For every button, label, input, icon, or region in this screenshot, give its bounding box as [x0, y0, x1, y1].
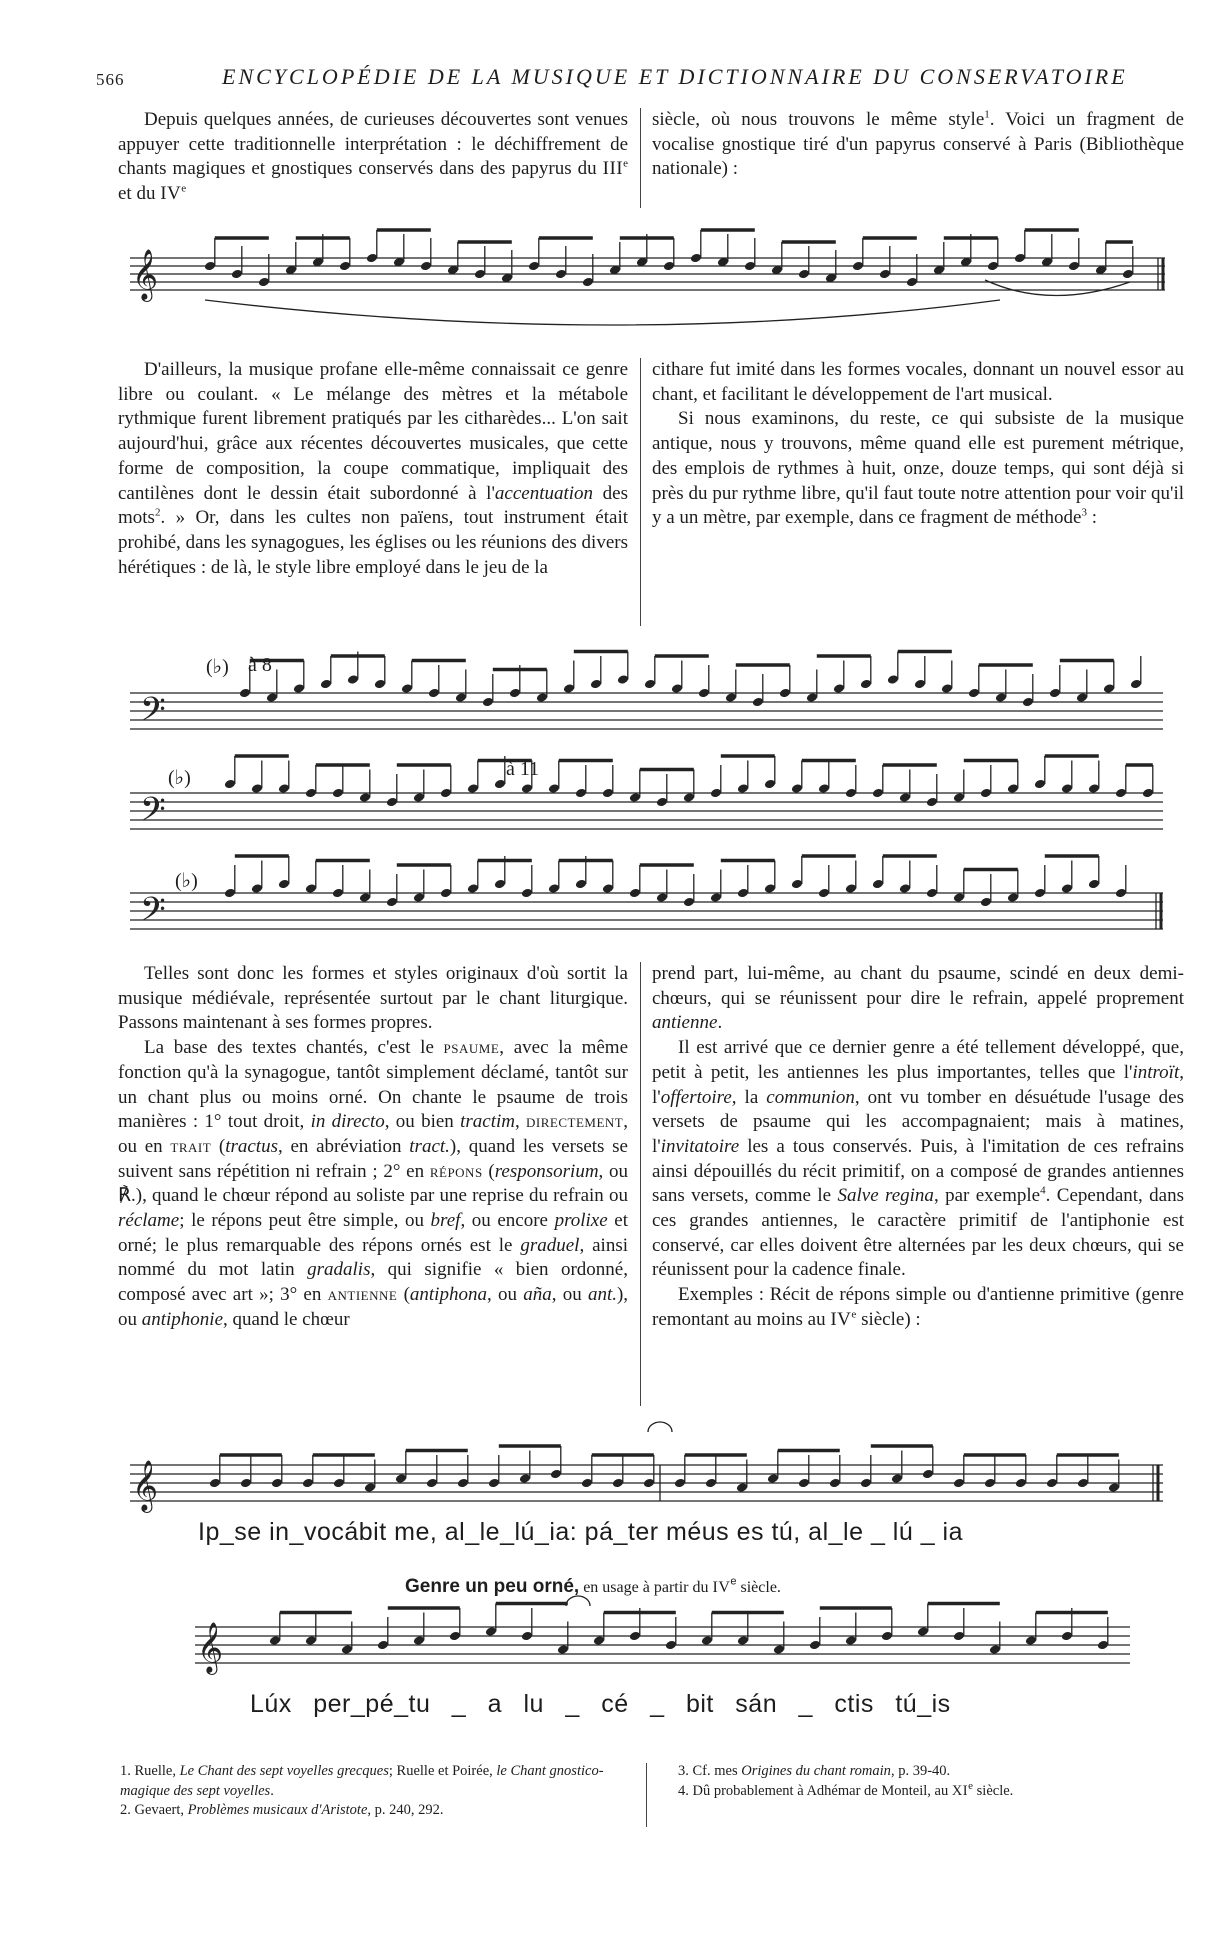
- note-head: [447, 265, 459, 276]
- note-head: [1061, 883, 1073, 894]
- note-head: [953, 1631, 965, 1642]
- note-head: [941, 683, 953, 694]
- note-head: [359, 792, 371, 803]
- note-head: [467, 783, 479, 794]
- note-head: [926, 797, 938, 808]
- note-head: [829, 1478, 841, 1489]
- note-head: [1014, 253, 1026, 264]
- note-head: [1095, 265, 1107, 276]
- note-head: [347, 674, 359, 685]
- note-head: [960, 257, 972, 268]
- note-head: [1046, 1478, 1058, 1489]
- note-head: [401, 683, 413, 694]
- note-head: [413, 892, 425, 903]
- note-head: [467, 883, 479, 894]
- note-head: [231, 269, 243, 280]
- meter-label-11: à 11: [506, 758, 540, 780]
- note-head: [509, 688, 521, 699]
- note-head: [602, 788, 614, 799]
- note-head: [305, 883, 317, 894]
- svg-text:𝄞: 𝄞: [132, 1460, 159, 1511]
- note-head: [612, 1478, 624, 1489]
- note-head: [798, 1478, 810, 1489]
- note-head: [891, 1473, 903, 1484]
- note-head: [1077, 1478, 1089, 1489]
- note-head: [1122, 269, 1134, 280]
- note-head: [1025, 1635, 1037, 1646]
- note-head: [710, 892, 722, 903]
- note-head: [1061, 783, 1073, 794]
- note-head: [872, 879, 884, 890]
- note-head: [791, 783, 803, 794]
- note-head: [806, 692, 818, 703]
- note-head: [671, 683, 683, 694]
- note-head: [386, 897, 398, 908]
- note-head: [629, 1631, 641, 1642]
- note-head: [341, 1644, 353, 1655]
- note-head: [366, 253, 378, 264]
- note-head: [644, 679, 656, 690]
- note-head: [860, 679, 872, 690]
- note-head: [674, 1478, 686, 1489]
- note-head: [548, 783, 560, 794]
- note-head: [519, 1473, 531, 1484]
- note-head: [643, 1478, 655, 1489]
- note-head: [305, 788, 317, 799]
- note-head: [581, 1478, 593, 1489]
- note-head: [899, 883, 911, 894]
- note-head: [705, 1478, 717, 1489]
- note-head: [494, 779, 506, 790]
- note-head: [278, 879, 290, 890]
- note-head: [269, 1635, 281, 1646]
- note-head: [386, 797, 398, 808]
- flat-label: (♭): [175, 870, 198, 892]
- footnotes-left: 1. Ruelle, Le Chant des sept voyelles grecques; Ruelle et Poirée, le Chant gnostico-magique des sept voyelles. 2. Gevaert, Problèmes musicaux d'Aristote, p. 240, 292.: [120, 1763, 604, 1818]
- note-head: [881, 1631, 893, 1642]
- note-head: [536, 692, 548, 703]
- note-head: [1015, 1478, 1027, 1489]
- note-head: [278, 783, 290, 794]
- note-head: [521, 888, 533, 899]
- note-head: [528, 261, 540, 272]
- note-head: [374, 679, 386, 690]
- note-head: [825, 273, 837, 284]
- column-divider: [640, 108, 641, 208]
- note-head: [575, 788, 587, 799]
- note-head: [320, 679, 332, 690]
- note-head: [575, 879, 587, 890]
- note-head: [1088, 879, 1100, 890]
- note-head: [428, 688, 440, 699]
- note-head: [393, 257, 405, 268]
- note-head: [485, 1626, 497, 1637]
- note-head: [1097, 1640, 1109, 1651]
- note-head: [1007, 783, 1019, 794]
- note-head: [736, 1482, 748, 1493]
- note-head: [683, 897, 695, 908]
- note-head: [771, 265, 783, 276]
- note-head: [602, 883, 614, 894]
- note-head: [501, 273, 513, 284]
- note-head: [717, 257, 729, 268]
- note-head: [617, 674, 629, 685]
- note-head: [879, 269, 891, 280]
- page-number: 566: [96, 70, 125, 89]
- note-head: [1142, 788, 1154, 799]
- note-head: [285, 265, 297, 276]
- note-head: [809, 1640, 821, 1651]
- meter-label-8: à 8: [248, 654, 272, 676]
- note-head: [995, 692, 1007, 703]
- note-head: [548, 883, 560, 894]
- note-head: [629, 792, 641, 803]
- note-head: [251, 883, 263, 894]
- note-head: [550, 1469, 562, 1480]
- note-head: [332, 788, 344, 799]
- svg-text:𝄞: 𝄞: [132, 249, 159, 300]
- note-head: [818, 783, 830, 794]
- note-head: [917, 1626, 929, 1637]
- note-head: [737, 783, 749, 794]
- note-head: [377, 1640, 389, 1651]
- note-head: [521, 783, 533, 794]
- note-head: [980, 897, 992, 908]
- note-head: [333, 1478, 345, 1489]
- note-head: [968, 688, 980, 699]
- note-head: [457, 1478, 469, 1489]
- note-head: [420, 261, 432, 272]
- note-head: [413, 1635, 425, 1646]
- note-head: [563, 683, 575, 694]
- note-head: [791, 879, 803, 890]
- note-head: [629, 888, 641, 899]
- note-head: [364, 1482, 376, 1493]
- note-head: [271, 1478, 283, 1489]
- note-head: [293, 683, 305, 694]
- genre-caption: Genre un peu orné, en usage à partir du IVe siècle.: [405, 1575, 781, 1597]
- note-head: [1108, 1482, 1120, 1493]
- note-head: [845, 883, 857, 894]
- note-head: [1034, 888, 1046, 899]
- note-head: [440, 888, 452, 899]
- note-head: [980, 788, 992, 799]
- svg-text:𝄢: 𝄢: [140, 691, 166, 737]
- note-head: [710, 788, 722, 799]
- note-head: [557, 1644, 569, 1655]
- note-head: [953, 892, 965, 903]
- note-head: [744, 261, 756, 272]
- note-head: [852, 261, 864, 272]
- note-head: [953, 1478, 965, 1489]
- note-head: [987, 261, 999, 272]
- note-head: [1115, 888, 1127, 899]
- paragraph-antiphony: prend part, lui-même, au chant du psaume, scindé en deux demi-chœurs, qui se réunissent pour dire le refrain, appelé proprement antienne. Il est arrivé que ce dernier genre a été tellement développé, que, petit à petit, les antiennes les plus importantes, telles que l'introït, l'offertoire, la communion, ont vu tomber en désuétude l'usage des versets de psaume qui les accompagnaient; mais à matines, l'invitatoire les a tous conservés. Puis, à l'imitation de ces refrains ainsi dépouillés du récit primitif, on a composé de grandes antiennes sans versets, comme le Salve regina, par exemple$^4$. Cependant, dans ces grandes antiennes, le caractère primitif de l'antiphonie est conservé, car elles doivent être alternées par les deux chœurs, qui se réunissent pour la cadence finale. Exemples : Récit de répons simple ou d'antienne primitive (genre remontant au moins au IVe siècle) :: [652, 963, 1185, 1330]
- note-head: [1007, 892, 1019, 903]
- note-head: [440, 788, 452, 799]
- note-head: [933, 265, 945, 276]
- note-head: [899, 792, 911, 803]
- flat-label: (♭): [206, 656, 229, 678]
- note-head: [656, 892, 668, 903]
- note-head: [494, 879, 506, 890]
- note-head: [266, 692, 278, 703]
- note-head: [698, 688, 710, 699]
- paragraph-antique-rhythm: cithare fut imité dans les formes vocales, donnant un nouvel essor au chant, et facilitant le développement de l'art musical. Si nous examinons, du reste, ce qui subsiste de la musique antique, nous y trouvons, même quand elle est purement métrique, des emplois de rythmes à huit, onze, douze temps, qui sont déjà si près du pur rythme libre, qu'il faut toute notre attention pour voir qu'il y a un mètre, par exemple, dans ce fragment de méthode$^3$ :: [652, 359, 1184, 529]
- column-divider: [640, 358, 641, 626]
- note-head: [204, 261, 216, 272]
- note-head: [593, 1635, 605, 1646]
- note-head: [590, 679, 602, 690]
- note-head: [926, 888, 938, 899]
- note-head: [1041, 257, 1053, 268]
- note-head: [239, 688, 251, 699]
- note-head: [737, 888, 749, 899]
- note-head: [1088, 783, 1100, 794]
- note-head: [488, 1478, 500, 1489]
- note-head: [860, 1478, 872, 1489]
- note-head: [1022, 697, 1034, 708]
- note-head: [989, 1644, 1001, 1655]
- note-head: [209, 1478, 221, 1489]
- note-head: [426, 1478, 438, 1489]
- column-divider: [640, 962, 641, 1406]
- note-head: [555, 269, 567, 280]
- note-head: [663, 261, 675, 272]
- note-head: [413, 792, 425, 803]
- note-head: [752, 697, 764, 708]
- footnotes-right: 3. Cf. mes Origines du chant romain, p. 39-40. 4. Dû probablement à Adhémar de Monteil, au XIe siècle.: [678, 1763, 1014, 1799]
- note-head: [767, 1473, 779, 1484]
- note-head: [1061, 1631, 1073, 1642]
- running-title: ENCYCLOPÉDIE DE LA MUSIQUE ET DICTIONNAIRE DU CONSERVATOIRE: [222, 64, 1128, 89]
- note-head: [953, 792, 965, 803]
- note-head: [984, 1478, 996, 1489]
- note-head: [818, 888, 830, 899]
- note-head: [224, 888, 236, 899]
- paragraph-profane-music: D'ailleurs, la musique profane elle-même connaissait ce genre libre ou coulant. « Le mélange des mètres et la métabole rythmique furent librement pratiqués par les citharèdes... L'on sait aujourd'hui, grâce aux récentes découvertes musicales, que cette forme de composition, la coupe commatique, impliquait des cantilènes dont le dessin était subordonné à l'accentuation des mots$^2$. » Or, dans les cultes non païens, tout instrument était prohibé, dans les synagogues, les églises ou les réunions des divers hérétiques : de là, le style libre employé dans le jeu de la: [118, 359, 628, 578]
- note-head: [359, 892, 371, 903]
- note-head: [833, 683, 845, 694]
- note-head: [690, 253, 702, 264]
- note-head: [906, 277, 918, 288]
- note-head: [1034, 779, 1046, 790]
- note-head: [636, 257, 648, 268]
- note-head: [922, 1469, 934, 1480]
- note-head: [224, 779, 236, 790]
- note-head: [1130, 679, 1142, 690]
- note-head: [251, 783, 263, 794]
- note-head: [482, 697, 494, 708]
- note-head: [474, 269, 486, 280]
- paragraph-papyrus-right: siècle, où nous trouvons le même style$^1$. Voici un fragment de vocalise gnostique tiré d'un papyrus conservé à Paris (Bibliothèque nationale) :: [652, 108, 1184, 180]
- paragraph-papyrus-left: Depuis quelques années, de curieuses découvertes sont venues appuyer cette traditionnelle interprétation : le déchiffrement de chants magiques et gnostiques conservés dans des papyrus du IIIe et du IVe: [118, 109, 628, 205]
- note-head: [1068, 261, 1080, 272]
- note-head: [845, 788, 857, 799]
- svg-text:𝄢: 𝄢: [140, 791, 166, 837]
- note-head: [1049, 688, 1061, 699]
- svg-text:𝄢: 𝄢: [140, 891, 166, 937]
- note-head: [737, 1635, 749, 1646]
- note-head: [798, 269, 810, 280]
- note-head: [521, 1631, 533, 1642]
- note-head: [449, 1631, 461, 1642]
- note-head: [258, 277, 270, 288]
- flat-label: (♭): [168, 767, 191, 789]
- note-head: [455, 692, 467, 703]
- note-head: [872, 788, 884, 799]
- note-head: [305, 1635, 317, 1646]
- note-head: [701, 1635, 713, 1646]
- note-head: [779, 688, 791, 699]
- note-head: [773, 1644, 785, 1655]
- note-head: [609, 265, 621, 276]
- note-head: [1103, 683, 1115, 694]
- note-head: [240, 1478, 252, 1489]
- note-head: [312, 257, 324, 268]
- lyric-line-ipse: Ip_se in_vocábit me, al_le_lú_ia: pá_ter méus es tú, al_le _ lú _ ia: [198, 1518, 964, 1546]
- note-head: [395, 1473, 407, 1484]
- note-head: [656, 797, 668, 808]
- svg-text:𝄞: 𝄞: [197, 1622, 224, 1673]
- note-head: [764, 883, 776, 894]
- lyric-line-lux: Lúx per_pé_tu _ a lu _ cé _ bit sán _ ctis tú_is: [250, 1690, 951, 1718]
- note-head: [665, 1640, 677, 1651]
- paragraph-psalm: Telles sont donc les formes et styles originaux d'où sortit la musique médiévale, représentée surtout par le chant liturgique. Passons maintenant à ses formes propres. La base des textes chantés, c'est le psaume, avec la même fonction qu'à la synagogue, tantôt simplement déclamé, tantôt sur un chant plus ou moins orné. On chante le psaume de trois manières : 1° tout droit, in directo, ou bien tractim, directement, ou en trait (tractus, en abréviation tract.), quand les versets se suivent sans répétition ni refrain ; 2° en répons (responsorium, ou ℟.), quand le chœur répond au soliste par une reprise du refrain ou réclame; le répons peut être simple, ou bref, ou encore prolixe et orné; le plus remarquable des répons ornés est le graduel, ainsi nommé du mot latin gradalis, qui signifie « bien ordonné, composé avec art »; 3° en antienne (antiphona, ou aña, ou ant.), ou antiphonie, quand le chœur: [118, 963, 629, 1330]
- note-head: [582, 277, 594, 288]
- note-head: [1076, 692, 1088, 703]
- note-head: [332, 888, 344, 899]
- note-head: [1115, 788, 1127, 799]
- note-head: [764, 779, 776, 790]
- note-head: [725, 692, 737, 703]
- note-head: [845, 1635, 857, 1646]
- note-head: [302, 1478, 314, 1489]
- note-head: [683, 792, 695, 803]
- note-head: [339, 261, 351, 272]
- note-head: [914, 679, 926, 690]
- footnote-divider: [646, 1763, 647, 1827]
- note-head: [887, 674, 899, 685]
